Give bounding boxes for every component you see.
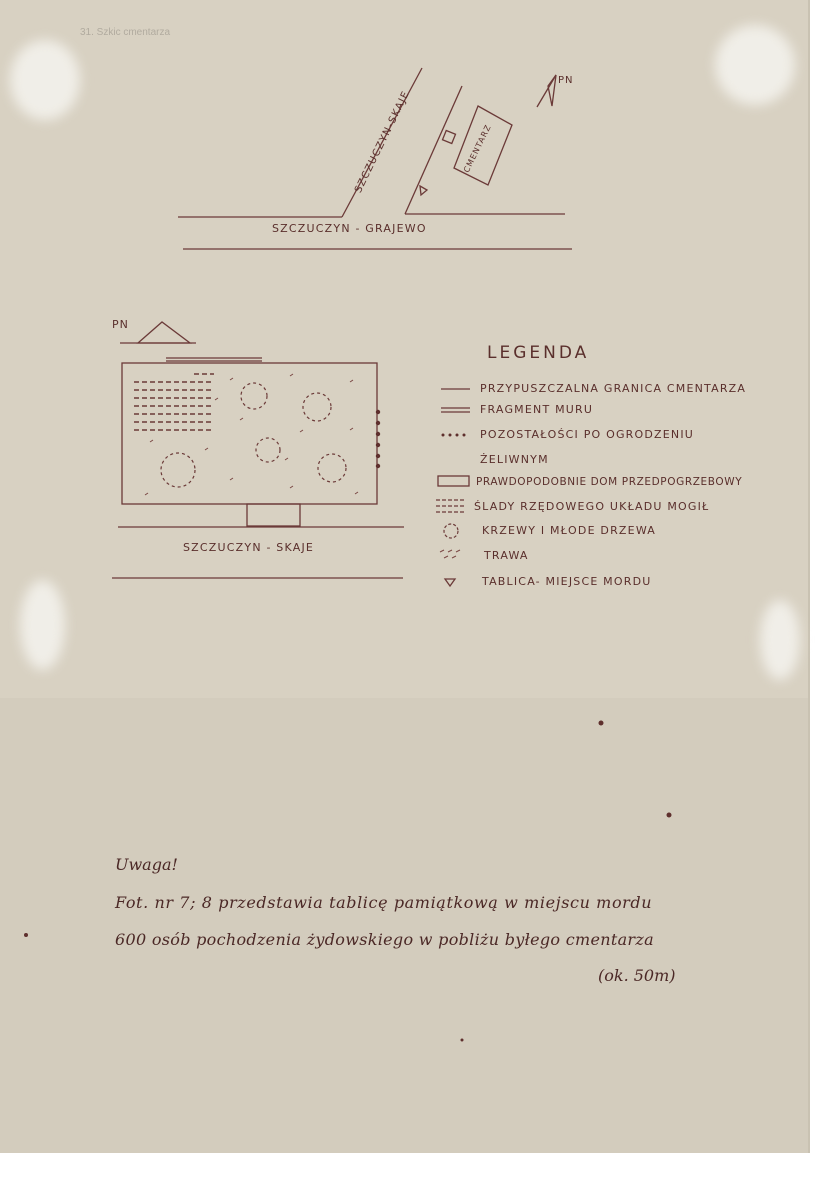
grave-rows [134,374,214,430]
legend-symbol-grass [440,550,460,558]
section-title: 31. Szkic cmentarza [80,27,171,38]
legend-item-label: TABLICA- MIEJSCE MORDU [482,575,652,588]
north-arrow-head [548,75,556,106]
road-label-main: SZCZUCZYN - GRAJEWO [272,222,427,235]
side-road-edge [405,86,462,214]
plan-north-arrow [138,322,190,343]
paper-speck [667,813,672,818]
plan-north-label: PN [112,318,129,331]
legend-item-label: ŻELIWNYM [480,453,549,466]
legend-item-label: PRZYPUSZCZALNA GRANICA CMENTARZA [480,382,747,395]
legend-symbol-triangle [445,579,455,586]
note-heading: Uwaga! [115,855,178,874]
note-line: 600 osób pochodzenia żydowskiego w pobliżu byłego cmentarza [115,930,654,949]
plan-sketch [112,322,404,578]
grass [145,374,358,495]
legend-title: LEGENDA [487,343,590,363]
legend-item-label: POZOSTAŁOŚCI PO OGRODZENIU [480,428,695,441]
road-label-side: SZCZUCZYN-SKAJE [353,89,413,195]
bushes-and-trees [161,383,346,487]
paper-speck [461,1039,464,1042]
legend-symbols [436,389,470,586]
memorial-plaque-mark [420,186,427,195]
legend-item-label: ŚLADY RZĘDOWEGO UKŁADU MOGIŁ [474,500,710,513]
legend-item-label: KRZEWY I MŁODE DRZEWA [482,524,657,537]
legend-item-label: TRAWA [484,549,529,562]
plan-road-label: SZCZUCZYN - SKAJE [183,541,315,554]
legend-symbol-rectangle [438,476,469,486]
pre-burial-house [247,504,300,526]
legend-item-label: FRAGMENT MURU [480,403,594,416]
legend-symbol-dots [442,434,466,437]
paper-speck [599,721,604,726]
legend-symbol-dashes [436,500,466,512]
cemetery-label: CMENTARZ [462,122,494,174]
legend-item-label: PRAWDOPODOBNIE DOM PRZEDPOGRZEBOWY [476,476,743,488]
north-label: PN [558,75,574,86]
note-line: (ok. 50m) [598,966,676,985]
note-line: Fot. nr 7; 8 przedstawia tablicę pamiątkową w miejscu mordu [115,893,653,912]
pre-burial-house-mark [442,130,455,143]
paper-speck [24,933,28,937]
legend-symbol-dashed-circle [444,524,458,538]
